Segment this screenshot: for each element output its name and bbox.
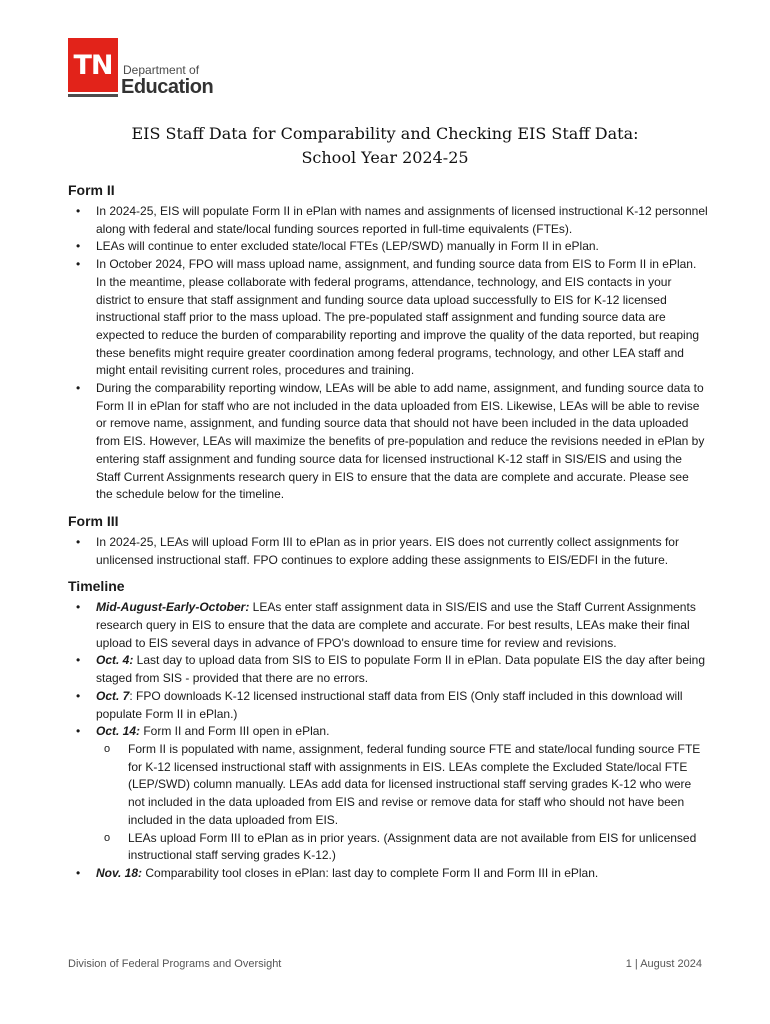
timeline-sublist	[96, 741, 708, 865]
logo-education-text: Education	[121, 76, 214, 98]
footer-division: Division of Federal Programs and Oversight	[68, 958, 282, 970]
form3-heading: Form III	[68, 512, 119, 529]
page-title	[0, 122, 770, 170]
timeline-date: Mid-August-Early-October:	[96, 600, 250, 615]
timeline-item	[68, 652, 708, 687]
timeline-item	[68, 723, 708, 865]
logo-department-text: Department of	[123, 63, 200, 77]
form2-heading: Form II	[68, 182, 115, 198]
timeline-text: Comparability tool closes in ePlan: last day to complete Form II and Form III in ePlan.	[142, 865, 599, 880]
list-item: • In October 2024, FPO will mass upload name, assignment, and funding source data from EIS to Form II in ePlan. In the meantime, please collaborate with federal programs, attendance, technology, and EIS contacts in your district to ensure that staff assignment and funding source data upload successfully to EIS for K-12 licensed instructional staff prior to the mass upload. The pre-populated staff assignment and funding source data are expected to reduce the burden of comparability reporting and improve the quality of the data reported, but reaping these benefits might require greater coordination among federal programs, technology, and other LEA staff and might entail revisiting current roles, procedures and training.	[68, 256, 708, 380]
timeline-text: LEAs enter staff assignment data in SIS/EIS and use the Staff Current Assignments research query in EIS to ensure that the data are complete and accurate. For best results, LEAs make their final upload to EIS several days in advance of FPO's download to ensure time for review and revisions.	[96, 600, 696, 650]
timeline-text: Last day to upload data from SIS to EIS to populate Form II in ePlan. Data populate EIS the day after being staged from SIS - provided that there are no errors.	[96, 653, 706, 686]
tn-doe-logo	[68, 38, 214, 98]
timeline-heading: Timeline	[68, 578, 125, 595]
list-item: • LEAs will continue to enter excluded state/local FTEs (LEP/SWD) manually in Form II in ePlan.	[68, 238, 708, 256]
tn-logo-mark: TN	[68, 38, 118, 92]
sub-list-item: o LEAs upload Form III to ePlan as in prior years. (Assignment data are not available from EIS for unlicensed instructional staff serving grades K-12.)	[96, 830, 708, 865]
title-line-2: School Year 2024-25	[301, 148, 469, 167]
logo-underline	[68, 94, 118, 97]
list-item: • In 2024-25, EIS will populate Form II in ePlan with names and assignments of licensed instructional K-12 personnel along with federal and state/local funding sources reported in full-time equivalents (FTEs).	[68, 203, 708, 238]
timeline-text: : FPO downloads K-12 licensed instructional staff data from EIS (Only staff included in this download will populate Form II in ePlan.)	[96, 688, 683, 721]
list-item: • In 2024-25, LEAs will upload Form III to ePlan as in prior years. EIS does not currently collect assignments for unlicensed instructional staff. FPO continues to explore adding these assignments to EIS/EDFI in the future.	[68, 534, 708, 569]
timeline-date: Nov. 18:	[96, 865, 143, 880]
timeline-date: Oct. 4:	[96, 653, 134, 668]
title-line-1: EIS Staff Data for Comparability and Checking EIS Staff Data:	[131, 124, 639, 143]
list-item: • During the comparability reporting window, LEAs will be able to add name, assignment, and funding source data to Form II in ePlan for staff who are not included in the data uploaded from EIS. Likewise, LEAs will be able to revise or remove name, assignment, and funding source data that should not have been included in the data uploaded from EIS. However, LEAs will maximize the benefits of pre-population and reduce the revisions needed in ePlan by entering staff assignment and funding source data for licensed instructional K-12 staff in SIS/EIS and using the Staff Current Assignments research query in EIS to ensure that the data are complete and accurate. Please see the schedule below for the timeline.	[68, 380, 708, 504]
page-footer	[68, 958, 702, 970]
timeline-item	[68, 865, 708, 883]
timeline-item	[68, 599, 708, 652]
timeline-date: Oct. 14:	[96, 724, 141, 739]
form3-list	[68, 534, 708, 569]
timeline-list	[68, 599, 708, 882]
footer-page-date: 1 | August 2024	[625, 958, 702, 970]
document-body	[68, 180, 708, 883]
timeline-date: Oct. 7	[96, 688, 130, 703]
sub-list-item: o Form II is populated with name, assignment, federal funding source FTE and state/local funding source FTE for K-12 licensed instructional staff with assignments in EIS. LEAs complete the Excluded State/local FTE (LEP/SWD) column manually. LEAs add data for licensed instructional staff serving grades K-12 who were not included in the data uploaded from EIS and revise or remove data for staff who should not have been included in the data uploaded from EIS.	[96, 741, 708, 830]
timeline-item	[68, 688, 708, 723]
timeline-text: Form II and Form III open in ePlan.	[140, 724, 330, 739]
form2-list	[68, 203, 708, 504]
